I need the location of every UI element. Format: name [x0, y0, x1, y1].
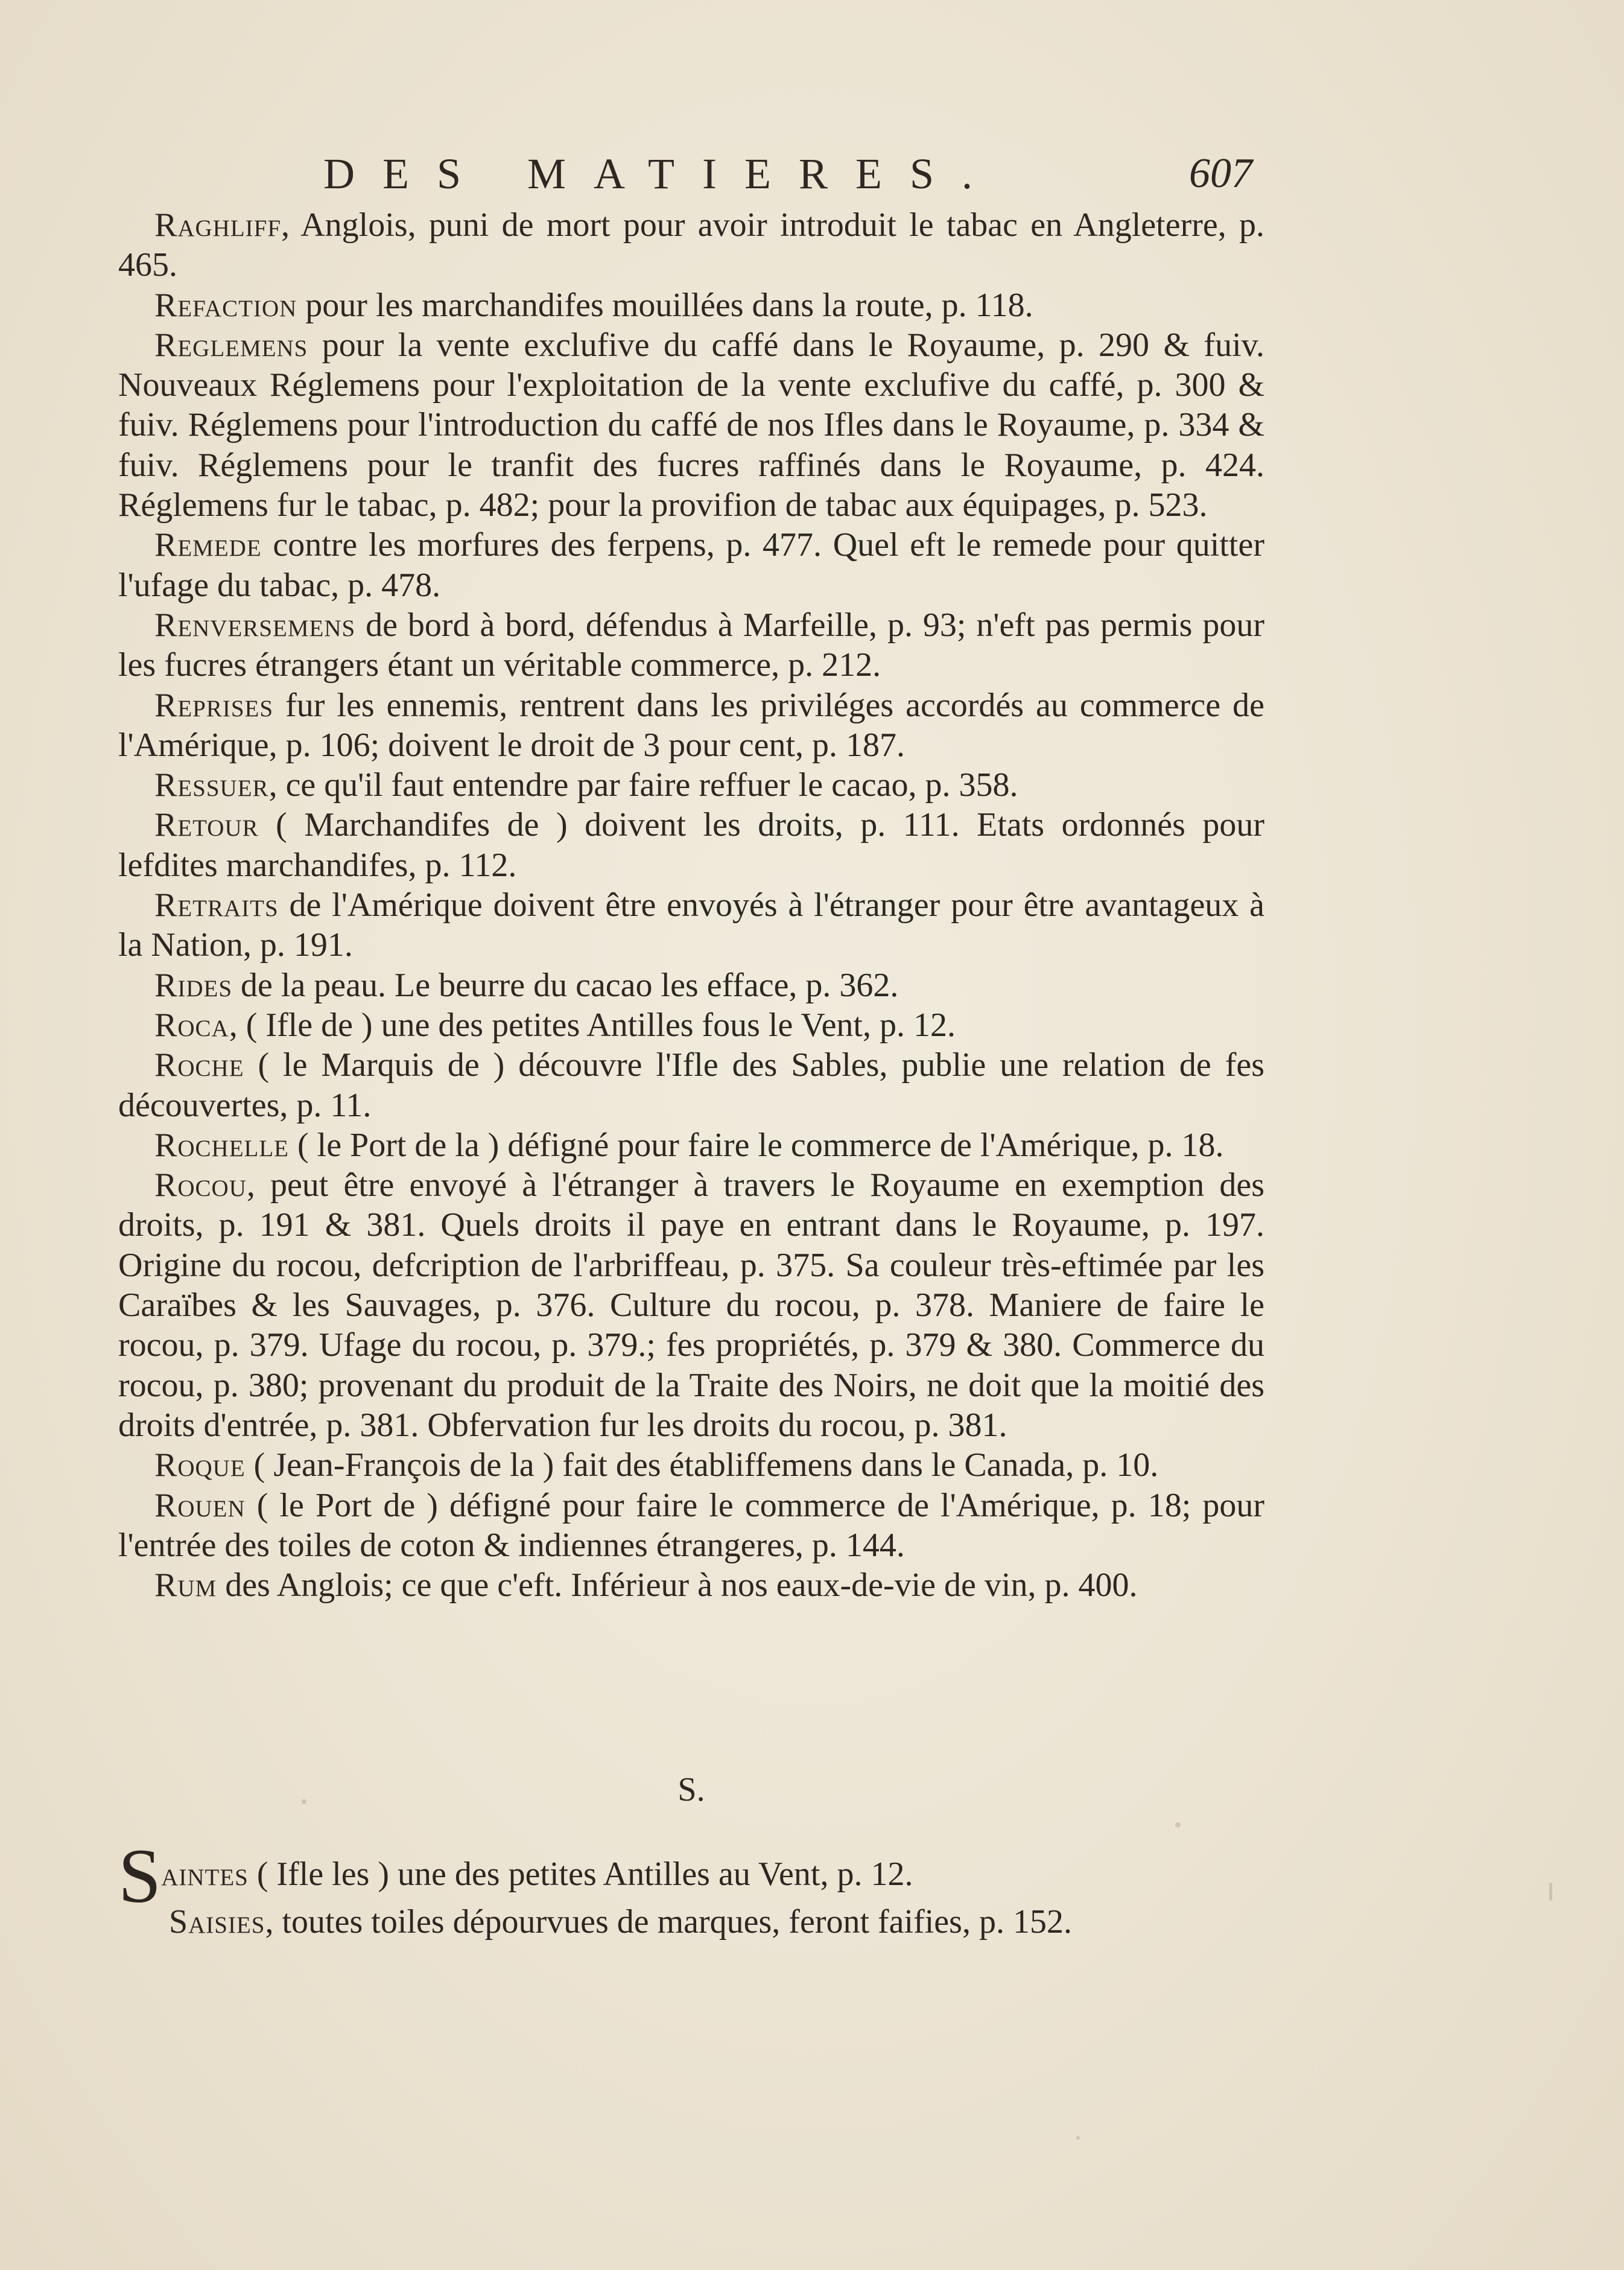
entry-keyword: Raghliff — [154, 206, 282, 244]
index-entry — [118, 525, 1264, 605]
entry-keyword: Roca — [154, 1006, 229, 1044]
entry-keyword: Roque — [154, 1446, 246, 1484]
entry-keyword: Refaction — [154, 286, 297, 324]
entry-text: de bord à bord, défendus à Marfeille, p. 93; n'eft pas permis pour les fucres étrangers étant un véritable commerce, p. 212. — [118, 606, 1264, 684]
entry-text: ( le Marquis de ) découvre l'Ifle des Sables, publie une relation de fes découvertes, p. 11. — [118, 1046, 1264, 1124]
entry-keyword: Rouen — [154, 1486, 246, 1524]
entry-text: de l'Amérique doivent être envoyés à l'étranger pour être avantageux à la Nation, p. 191. — [118, 886, 1264, 964]
entry-keyword: Reglemens — [154, 326, 308, 364]
entry-keyword: Saisies — [169, 1903, 265, 1941]
running-title: DES MATIERES. — [323, 150, 1001, 198]
index-entry — [118, 1165, 1264, 1445]
entry-text: , ce qu'il faut entendre par faire reffuer le cacao, p. 358. — [268, 766, 1018, 804]
entry-text: ( Jean-François de la ) fait des établiffemens dans le Canada, p. 10. — [245, 1446, 1159, 1484]
index-entry — [118, 605, 1264, 685]
paper-speck — [1076, 2136, 1080, 2140]
index-entry — [118, 885, 1264, 965]
entry-text: pour les marchandifes mouillées dans la route, p. 118. — [297, 286, 1033, 324]
entry-text: , Anglois, puni de mort pour avoir introduit le tabac en Angleterre, p. 465. — [118, 206, 1264, 284]
entry-text: ( le Port de ) défigné pour faire le commerce de l'Amérique, p. 18; pour l'entrée des toiles de coton & indiennes étrangeres, p. 144. — [118, 1486, 1264, 1564]
index-entry — [118, 965, 1264, 1005]
entry-keyword: Retour — [154, 806, 259, 844]
entry-keyword: Rocou — [154, 1166, 247, 1204]
index-entry — [118, 325, 1264, 525]
entry-text: fur les ennemis, rentrent dans les priviléges accordés au commerce de l'Amérique, p. 106; doivent le droit de 3 pour cent, p. 187. — [118, 686, 1264, 764]
page-number: 607 — [1189, 150, 1252, 197]
index-entries-r — [118, 205, 1264, 1605]
entry-keyword: Roche — [154, 1046, 244, 1084]
entry-text: ( le Port de la ) défigné pour faire le commerce de l'Amérique, p. 18. — [288, 1126, 1224, 1164]
section-heading-s: S. — [677, 1771, 705, 1808]
index-entry — [118, 1045, 1264, 1125]
entry-keyword: aintes — [161, 1855, 249, 1893]
entry-keyword: Renversemens — [154, 606, 356, 644]
entry-keyword: Rochelle — [154, 1126, 289, 1164]
index-entry — [118, 1445, 1264, 1485]
entry-text: , ( Ifle de ) une des petites Antilles fous le Vent, p. 12. — [229, 1006, 956, 1044]
index-entry — [118, 1833, 1264, 1919]
entry-keyword: Ressuer — [154, 766, 269, 804]
index-entry — [118, 205, 1264, 285]
entry-keyword: Rides — [154, 966, 233, 1004]
entry-text: , toutes toiles dépourvues de marques, feront faifies, p. 152. — [265, 1903, 1072, 1941]
index-entry — [118, 285, 1264, 325]
entry-text: ( Ifle les ) une des petites Antilles au Vent, p. 12. — [248, 1855, 913, 1893]
index-entry — [118, 805, 1264, 885]
entry-keyword: Remede — [154, 526, 262, 564]
entry-text: ( Marchandifes de ) doivent les droits, p. 111. Etats ordonnés pour lefdites marchandifes, p. 112. — [118, 806, 1264, 884]
entry-keyword: Retraits — [154, 886, 279, 924]
entry-text: de la peau. Le beurre du cacao les efface, p. 362. — [232, 966, 899, 1004]
index-entry — [118, 1899, 1264, 1945]
index-entry — [118, 685, 1264, 766]
entry-text: pour la vente exclufive du caffé dans le Royaume, p. 290 & fuiv. Nouveaux Réglemens pour l'exploitation de la vente exclufive du caffé, p. 300 & fuiv. Réglemens pour l'introduction du caffé de nos Ifles dans le Royaume, p. 334 & fuiv. Réglemens pour le tranfit des fucres raffinés dans le Royaume, p. 424. Réglemens fur le tabac, p. 482; pour la provifion de tabac aux équipages, p. 523. — [118, 326, 1264, 524]
entry-text: contre les morfures des ferpens, p. 477. Quel eft le remede pour quitter l'ufage du tabac, p. 478. — [118, 526, 1264, 604]
index-entries-s — [118, 1833, 1264, 1945]
index-entry — [118, 1486, 1264, 1566]
paper-speck — [1549, 1883, 1552, 1901]
index-entry — [118, 1005, 1264, 1045]
entry-keyword: Reprises — [154, 686, 274, 724]
index-entry — [118, 765, 1264, 805]
page-header — [118, 144, 1252, 204]
index-entry — [118, 1125, 1264, 1165]
drop-cap: S — [118, 1833, 162, 1919]
entry-text: , peut être envoyé à l'étranger à travers le Royaume en exemption des droits, p. 191 & 381. Quels droits il paye en entrant dans le Royaume, p. 197. Origine du rocou, defcription de l'arbriffeau, p. 375. Sa couleur très-eftimée par les Caraïbes & les Sauvages, p. 376. Culture du rocou, p. 378. Maniere de faire le rocou, p. 379. Ufage du rocou, p. 379.; fes propriétés, p. 379 & 380. Commerce du rocou, p. 380; provenant du produit de la Traite des Noirs, ne doit que la moitié des droits d'entrée, p. 381. Obfervation fur les droits du rocou, p. 381. — [118, 1166, 1264, 1444]
paper-speck — [1175, 1822, 1181, 1828]
entry-text: des Anglois; ce que c'eft. Inférieur à nos eaux-de-vie de vin, p. 400. — [217, 1566, 1138, 1604]
index-entry — [118, 1565, 1264, 1605]
entry-keyword: Rum — [154, 1566, 217, 1604]
